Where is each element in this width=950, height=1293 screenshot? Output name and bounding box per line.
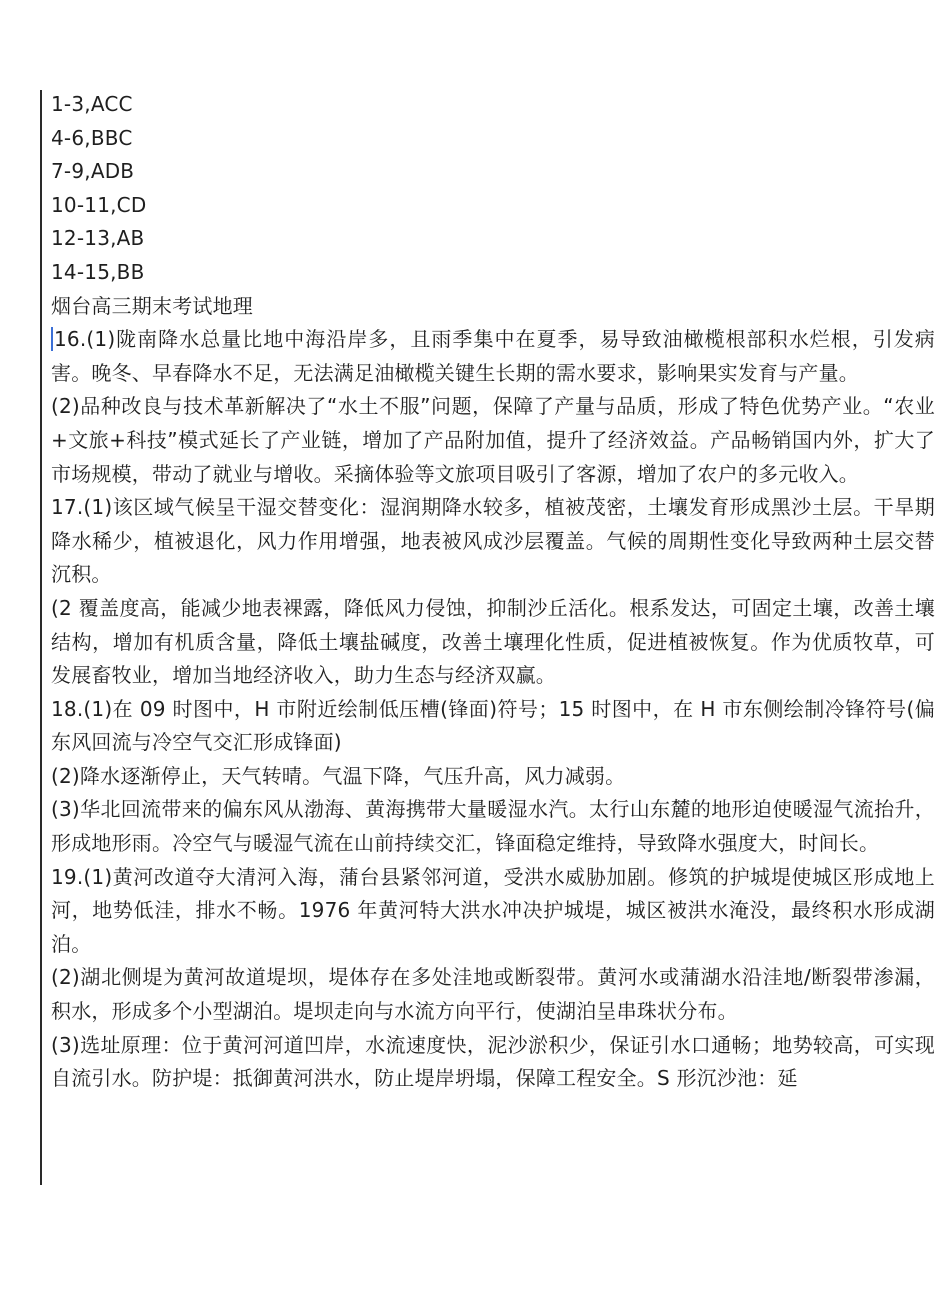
answer-17-2: (2 覆盖度高，能减少地表裸露，降低风力侵蚀，抑制沙丘活化。根系发达，可固定土壤，改善土壤结构，增加有机质含量，降低土壤盐碱度，改善土壤理化性质，促进植被恢复。作为优质牧草，可发展畜牧业，增加当地经济收入，助力生态与经济双赢。 xyxy=(51,595,935,688)
answer-19-2: (2)湖北侧堤为黄河故道堤坝，堤体存在多处洼地或断裂带。黄河水或蒲湖水沿洼地/断裂带渗漏，积水，形成多个小型湖泊。堤坝走向与水流方向平行，使湖泊呈串珠状分布。 xyxy=(51,965,935,1024)
document-title: 烟台高三期末考试地理 xyxy=(51,293,253,318)
answer-19-1: 19.(1)黄河改道夺大清河入海，蒲台县紧邻河道，受洪水威胁加剧。修筑的护城堤使城区形成地上河，地势低洼，排水不畅。1976 年黄河特大洪水冲决护城堤，城区被洪水淹没，最终积水形成湖泊。 xyxy=(51,864,935,956)
answer-16-1-text: 16.(1)陇南降水总量比地中海沿岸多，且雨季集中在夏季，易导致油橄榄根部积水烂根，引发病害。晚冬、早春降水不足，无法满足油橄榄关键生长期的需水要求，影响果实发育与产量。 xyxy=(51,327,935,385)
answer-line-4: 10-11,CD xyxy=(51,192,147,217)
left-margin-rule xyxy=(40,90,42,1185)
answer-19-3: (3)选址原理：位于黄河河道凹岸，水流速度快，泥沙淤积少，保证引水口通畅；地势较高，可实现自流引水。防护堤：抵御黄河洪水，防止堤岸坍塌，保障工程安全。S 形沉沙池：延 xyxy=(51,1032,935,1091)
answer-18-1: 18.(1)在 09 时图中，H 市附近绘制低压槽(锋面)符号；15 时图中，在 H 市东侧绘制冷锋符号(偏东风回流与冷空气交汇形成锋面) xyxy=(51,696,935,755)
answer-17-1: 17.(1)该区域气候呈干湿交替变化：湿润期降水较多，植被茂密，土壤发育形成黑沙土层。干旱期降水稀少，植被退化，风力作用增强，地表被风成沙层覆盖。气候的周期性变化导致两种土层交替沉积。 xyxy=(51,495,935,587)
answer-line-5: 12-13,AB xyxy=(51,226,145,251)
answer-16-1[interactable] xyxy=(51,323,935,390)
answer-16-2: (2)品种改良与技术革新解决了“水土不服”问题，保障了产量与品质，形成了特色优势产业。“农业+文旅+科技”模式延长了产业链，增加了产品附加值，提升了经济效益。产品畅销国内外，扩大了市场规模，带动了就业与增收。采摘体验等文旅项目吸引了客源，增加了农户的多元收入。 xyxy=(51,394,935,486)
answer-line-6: 14-15,BB xyxy=(51,259,145,284)
answer-line-3: 7-9,ADB xyxy=(51,159,135,184)
text-cursor xyxy=(51,327,53,351)
answer-18-2: (2)降水逐渐停止，天气转晴。气温下降，气压升高，风力减弱。 xyxy=(51,763,626,788)
answer-line-2: 4-6,BBC xyxy=(51,125,133,150)
document-body xyxy=(51,88,935,1096)
answer-18-3: (3)华北回流带来的偏东风从渤海、黄海携带大量暖湿水汽。太行山东麓的地形迫使暖湿气流抬升，形成地形雨。冷空气与暖湿气流在山前持续交汇，锋面稳定维持，导致降水强度大，时间长。 xyxy=(51,797,935,856)
answer-line-1: 1-3,ACC xyxy=(51,92,133,116)
